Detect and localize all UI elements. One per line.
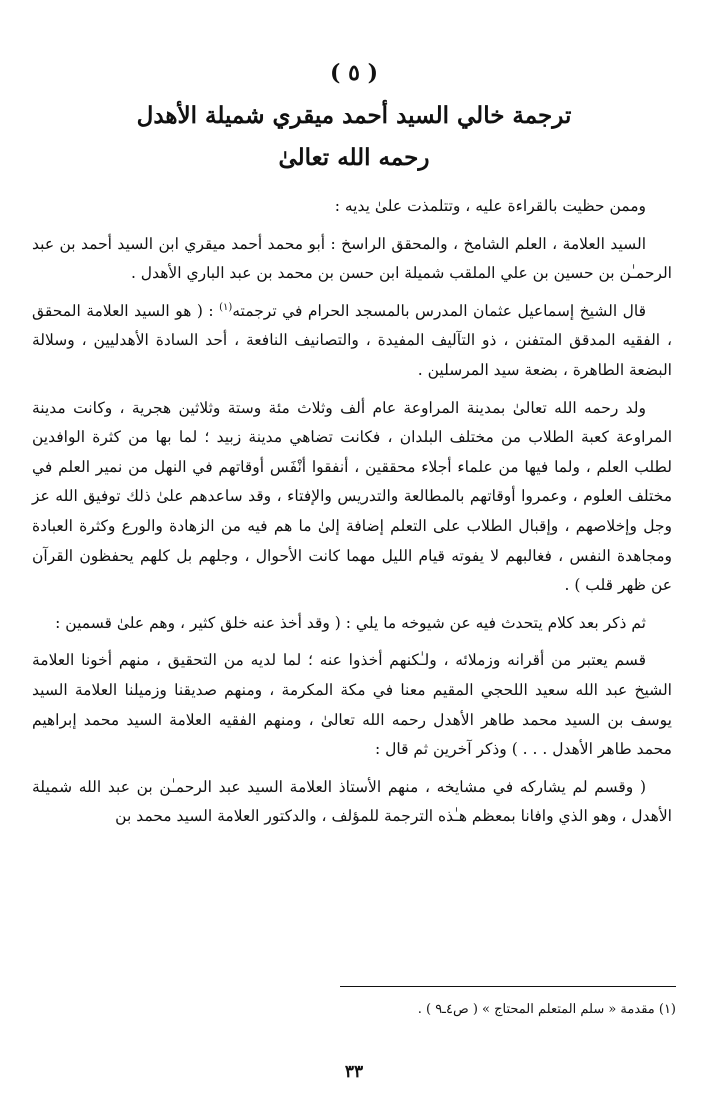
footnote-divider [340, 986, 676, 987]
paragraph-intro: وممن حظيت بالقراءة عليه ، وتتلمذت علىٰ يديه : [334, 197, 646, 215]
paragraph-quote-text-after-ref: : ( هو السيد العلامة المحقق ، الفقيه المدقق المتفنن ، ذو التآليف المفيدة ، والتصانيف النافعة ، أحد السادة الأهدليين ، وسلالة البضعة الطاهرة ، بضعة سيد المرسلين . [32, 301, 672, 379]
body-text [32, 192, 672, 840]
page-subtitle: رحمه الله تعالىٰ [278, 144, 430, 171]
footnote-reference: (١) [219, 301, 233, 313]
footnote: (١) مقدمة « سلم المتعلم المحتاج » ( ص٤ـ٩ ) . [417, 1002, 676, 1017]
section-number: ( ٥ ) [330, 60, 378, 86]
paragraph-students-group-2: ( وقسم لم يشاركه في مشايخه ، منهم الأستاذ العلامة السيد عبد الرحمـٰن بن عبد الله شميلة الأهدل ، وهو الذي وافانا بمعظم هـٰذه الترجمة للمؤلف ، والدكتور العلامة السيد محمد بن [32, 777, 672, 826]
paragraph-quote-text-before-ref: قال الشيخ إسماعيل عثمان المدرس بالمسجد الحرام في ترجمته [232, 301, 646, 320]
paragraph-lineage: السيد العلامة ، العلم الشامخ ، والمحقق الراسخ : أبو محمد أحمد ميقري ابن السيد أحمد بن عبد الرحمـٰن بن حسين بن علي الملقب شميلة ابن حسن بن محمد بن عبد الباري الأهدل . [32, 234, 672, 283]
paragraph-students-intro: ثم ذكر بعد كلام يتحدث فيه عن شيوخه ما يلي : ( وقد أخذ عنه خلق كثير ، وهم علىٰ قسمين : [55, 613, 646, 632]
paragraph-quote-start [32, 297, 672, 386]
paragraph-birth: ولد رحمه الله تعالىٰ بمدينة المراوعة عام ألف وثلاث مئة وستة وثلاثين هجرية ، وكانت مدينة المراوعة كعبة الطلاب من مختلف البلدان ، فكانت تضاهي مدينة زبيد ؛ لما بها من كثرة الوافدين لطلب العلم ، ولما فيها من علماء أجلاء محققين ، أنفقوا أنْفَس أوقاتهم في النهل من نمير العلم في مختلف العلوم ، وعمروا أوقاتهم بالمطالعة والتدريس والإفتاء ، وقد ساعدهم علىٰ ذلك توفيق الله عز وجل وإخلاصهم ، وإقبال الطلاب على التعلم إضافة إلىٰ ما هم فيه من الزهادة والورع وكثرة العبادة ومجاهدة النفس ، فغالبهم لا يفوته قيام الليل مهما كانت الأحوال ، وجلهم بل كلهم يحفظون القرآن عن ظهر قلب ) . [32, 398, 672, 595]
page-number: ٣٣ [344, 1062, 364, 1082]
paragraph-students-group-1: قسم يعتبر من أقرانه وزملائه ، ولـٰكنهم أخذوا عنه ؛ لما لديه من التحقيق ، منهم أخونا العلامة الشيخ عبد الله سعيد اللحجي المقيم معنا في مكة المكرمة ، ومنهم صديقنا وزميلنا العلامة السيد يوسف بن السيد محمد طاهر الأهدل رحمه الله تعالىٰ ، ومنهم الفقيه العلامة السيد محمد إبراهيم محمد طاهر الأهدل . . . ) وذكر آخرين ثم قال : [32, 651, 672, 759]
page-title: ترجمة خالي السيد أحمد ميقري شميلة الأهدل [136, 102, 572, 129]
